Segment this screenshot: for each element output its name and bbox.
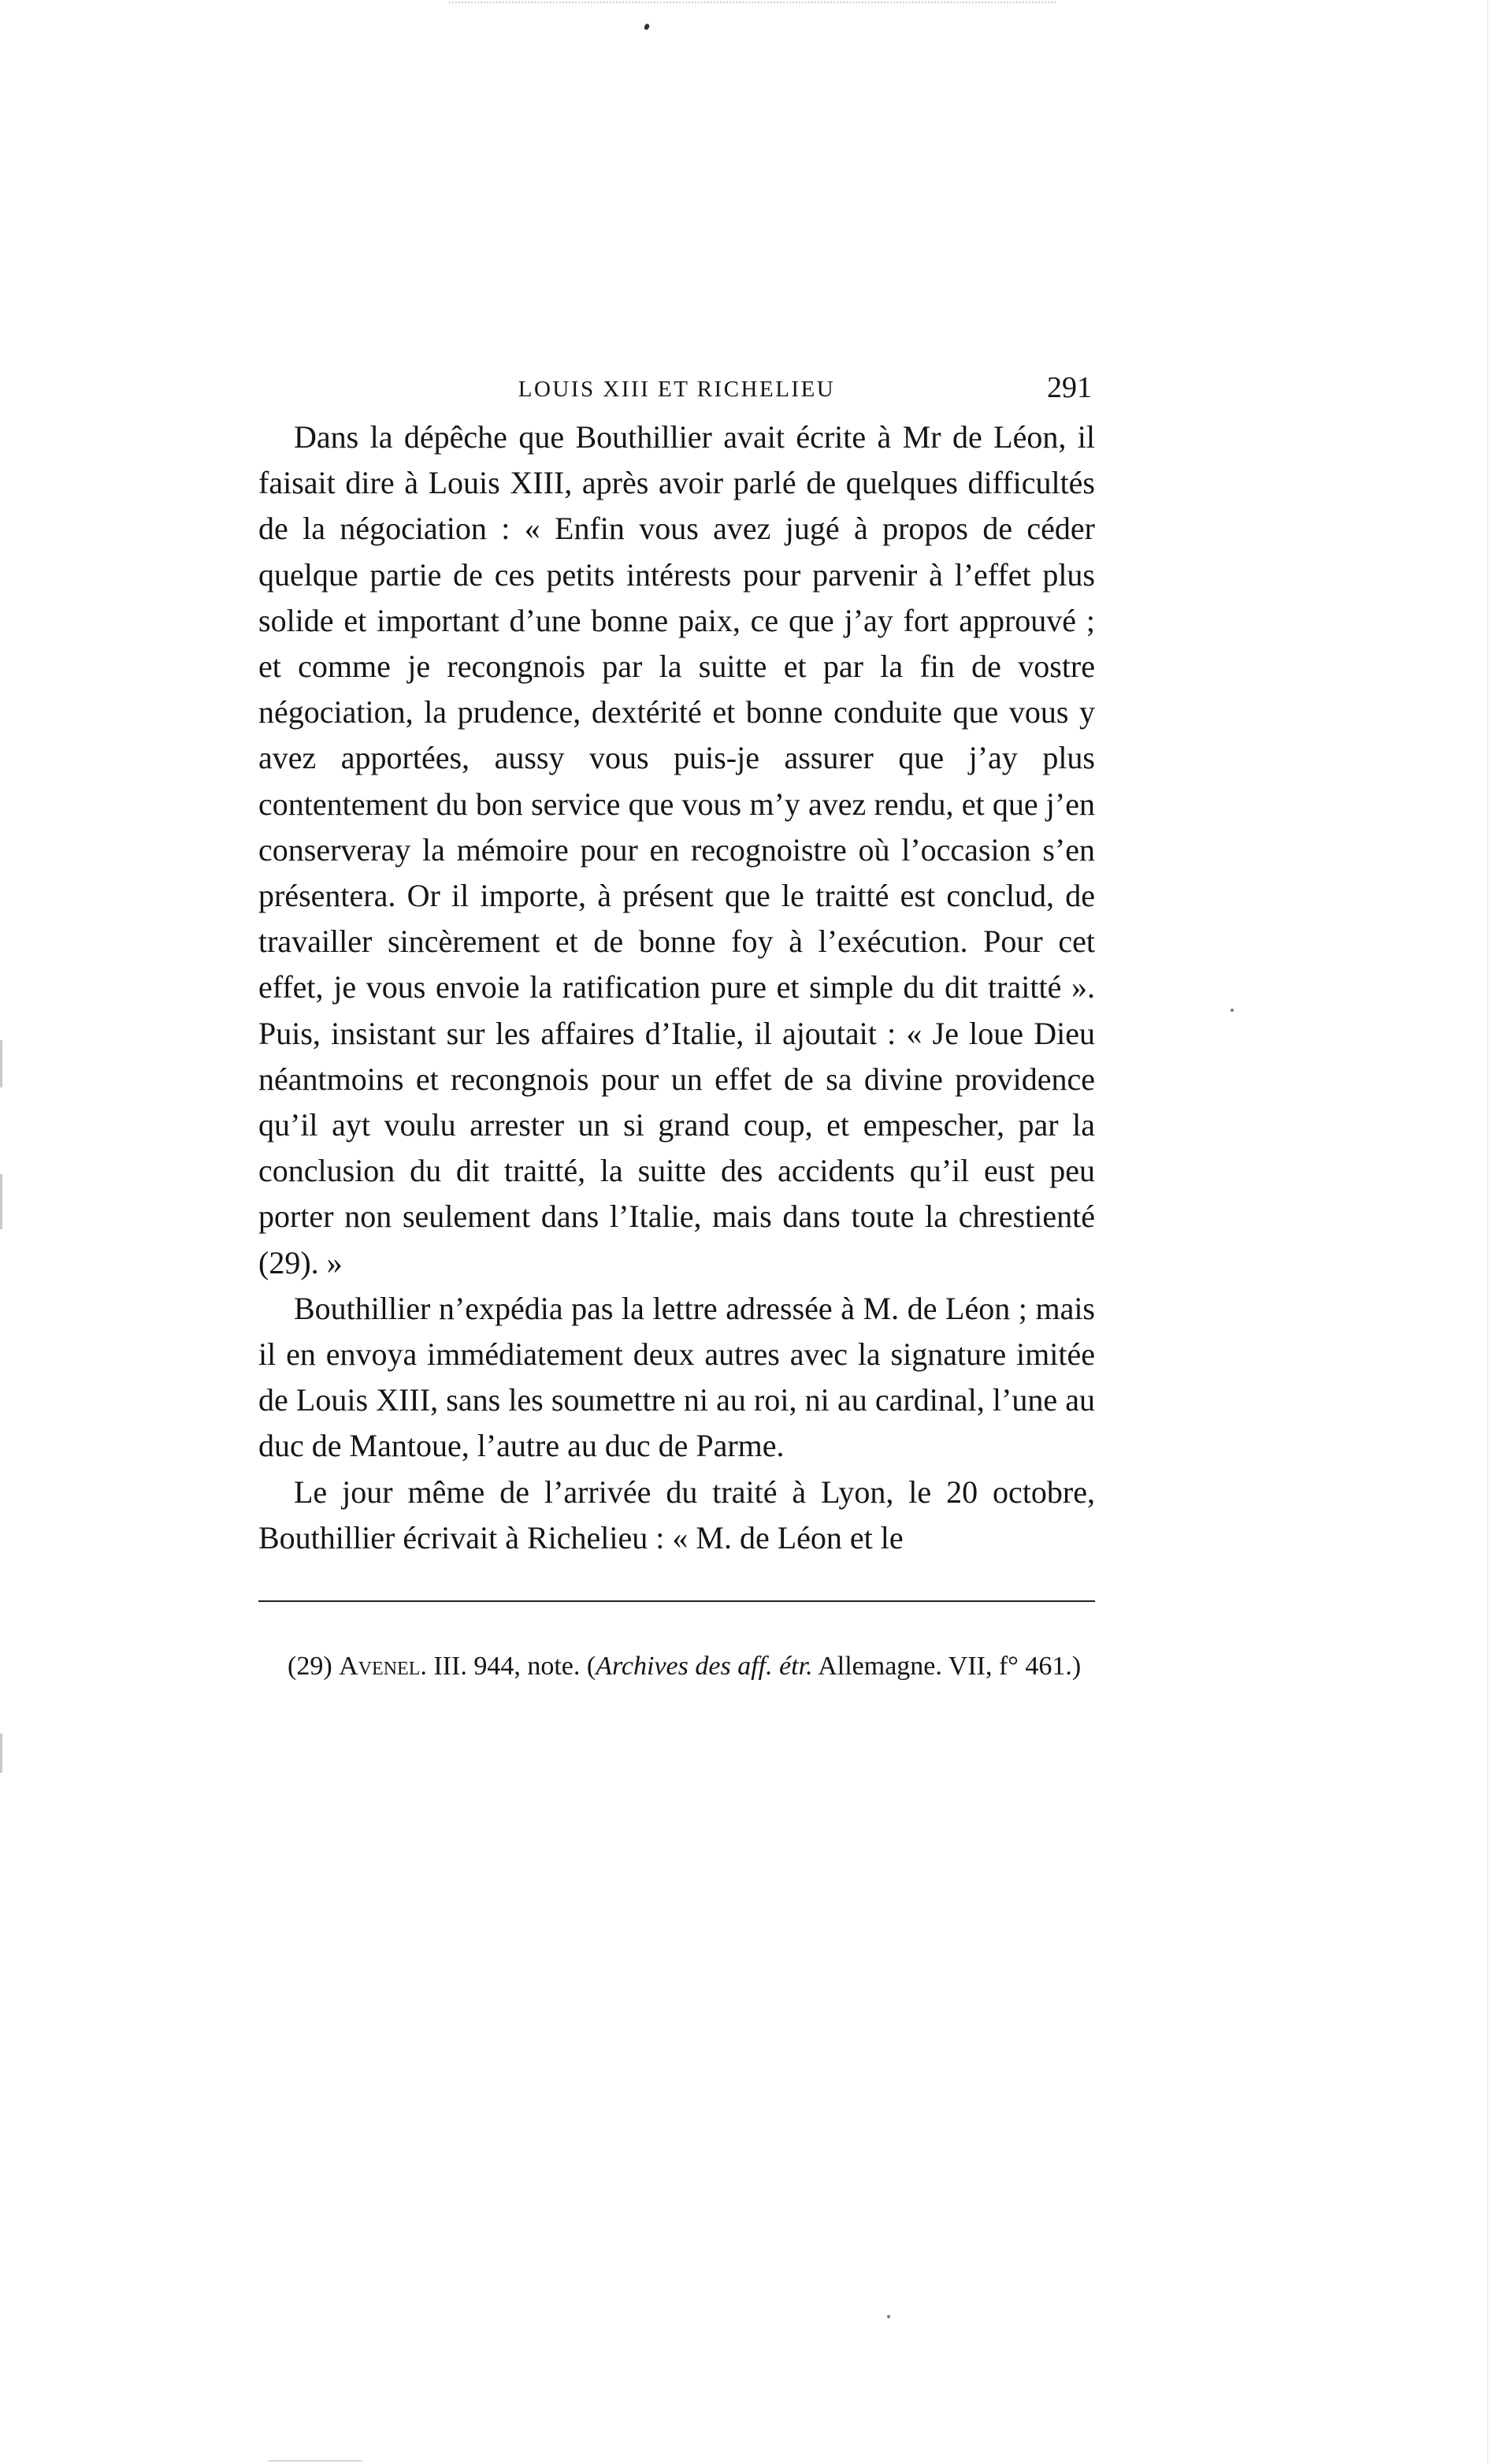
running-head (258, 370, 1095, 414)
footnote-location: Allemagne. VII, f° 461.) (812, 1652, 1082, 1682)
scan-artifact-left-mark (0, 1174, 2, 1229)
scan-artifact-top-rule (449, 2, 1056, 3)
body-text (258, 414, 1095, 1561)
scan-artifact-right-edge (1487, 0, 1496, 2464)
book-page (258, 370, 1095, 1686)
page-number: 291 (1047, 371, 1092, 404)
footnote-reference: . III. 944, note. ( (420, 1652, 596, 1682)
footnote-rule (258, 1600, 1095, 1602)
paragraph: Bouthillier n’expédia pas la lettre adressée à M. de Léon ; mais il en envoya immédiatement deux autres avec la signature imitée de Louis XIII, sans les soumettre ni au roi, ni au cardinal, l’une au duc de Mantoue, l’autre au duc de Parme. (258, 1290, 1095, 1464)
footnote (258, 1647, 1095, 1686)
running-title: LOUIS XIII ET RICHELIEU (518, 377, 836, 402)
footnote-source: Archives des aff. étr. (596, 1652, 813, 1682)
scan-artifact-ink-speck (644, 23, 651, 31)
paragraph: Dans la dépêche que Bouthillier avait écrite à Mr de Léon, il faisait dire à Louis XIII, après avoir parlé de quelques difficultés de la négociation : « Enfin vous avez jugé à propos de céder quelque partie de ces petits intérests pour parvenir à l’effet plus solide et important d’une bonne paix, ce que j’ay fort approuvé ; et comme je recongnois par la suitte et par la fin de vostre négociation, la prudence, dextérité et bonne conduite que vous y avez apportées, aussy vous puis-je assurer que j’ay plus contentement du bon service que vous m’y avez rendu, et que j’en conserveray la mémoire pour en recognoistre où l’occasion s’en présentera. Or il importe, à présent que le traitté est conclud, de travailler sincèrement et de bonne foy à l’exécution. Pour cet effet, je vous envoie la ratification pure et simple du dit traitté ». Puis, insistant sur les affaires d’Italie, il ajoutait : « Je loue Dieu néantmoins et recongnois pour un effet de sa divine providence qu’il ayt voulu arrester un si grand coup, et empescher, par la conclusion du dit traitté, la suitte des accidents qu’il eust peu porter non seulement dans l’Italie, mais dans toute la chrestienté (29). » (258, 419, 1095, 1280)
scan-artifact-left-mark (0, 1040, 2, 1087)
scan-artifact-bottom-rule (268, 2460, 362, 2462)
scan-artifact-left-mark (0, 1734, 2, 1773)
footnote-author: Avenel (339, 1652, 421, 1682)
scan-artifact-dot (1231, 1009, 1234, 1012)
paragraph: Le jour même de l’arrivée du traité à Lyon, le 20 octobre, Bouthillier écrivait à Richelieu : « M. de Léon et le (258, 1474, 1095, 1555)
scan-artifact-dot (887, 2315, 890, 2318)
footnote-marker: (29) (288, 1652, 332, 1682)
